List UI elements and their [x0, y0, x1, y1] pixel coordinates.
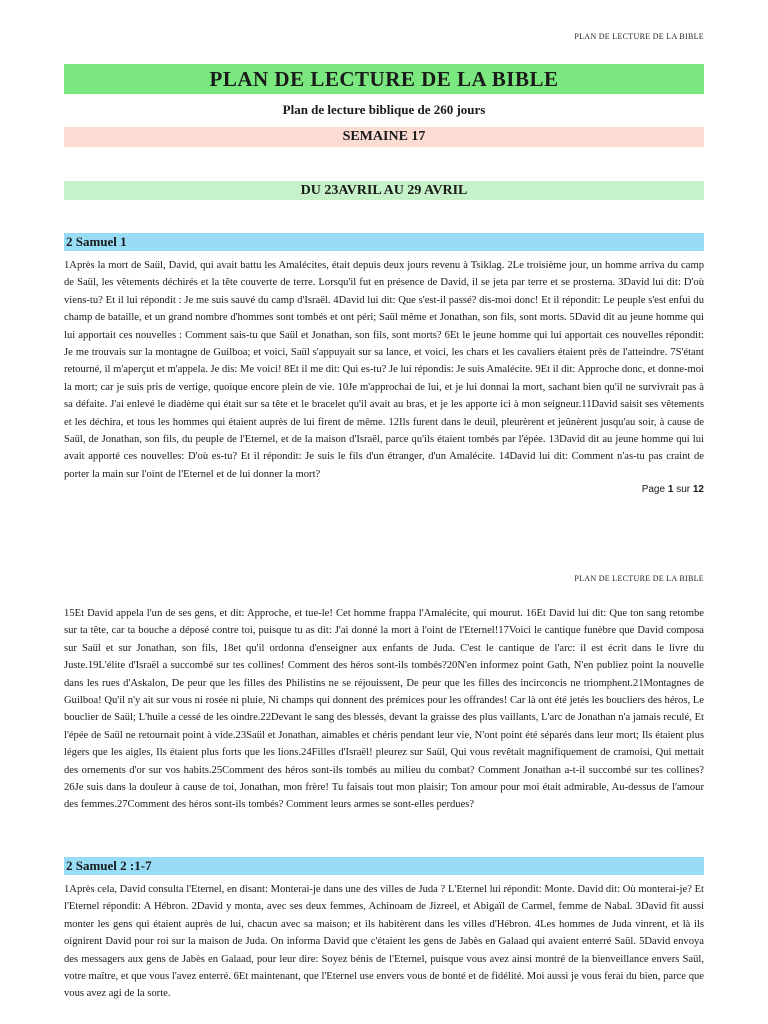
document-title: PLAN DE LECTURE DE LA BIBLE: [64, 64, 704, 94]
section-text-page1: 1Après la mort de Saül, David, qui avait battu les Amalécites, était depuis deux jours revenu à Tsiklag. 2Le troisième jour, un homme arriva du camp de Saül, les vêtements déchirés et la tête couverte de terre. Lorsqu'il fut en présence de David, il se jeta par terre et se prosterna. 3David lui dit: D'où viens-tu? Et il lui répondit : Je me suis sauvé du camp d'Israël. 4David lui dit: Que s'est-il passé? dis-moi donc! Et il répondit: Le peuple s'est enfui du champ de bataille, et un grand nombre d'hommes sont tombés et ont péri; Saül même et Jonathan, son fils, sont morts. 5David dit au jeune homme qui lui apportait ces nouvelles : Comment sais-tu que Saül et Jonathan, son fils, sont morts? 6Et le jeune homme qui lui apportait ces nouvelles répondit: Je me trouvais sur la montagne de Guilboa; et voici, Saül s'appuyait sur sa lance, et voici, les chars et les cavaliers étaient près de l'atteindre. 7S'étant retourné, il m'aperçut et m'appela. Je dis: Me voici! 8Et il me dit: Qui es-tu? Je lui répondis: Je suis Amalécite. 9Et il dit: Approche donc, et donne-moi la mort; car je suis pris de vertige, quoique encore plein de vie. 10Je m'approchai de lui, et je lui donnai la mort, sachant bien qu'il ne survivrait pas à sa défaite. J'ai enlevé le diadème qui était sur sa tête et le bracelet qu'il avait au bras, et je les apporte ici à mon seigneur.11David saisit ses vêtements et les déchira, et tous les hommes qui étaient auprès de lui firent de même. 12Ils furent dans le deuil, pleurèrent et jeûnèrent jusqu'au soir, à cause de Saül, de Jonathan, son fils, du peuple de l'Eternel, et de la maison d'Israël, parce qu'ils étaient tombés par l'épée. 13David dit au jeune homme qui lui avait apporté ces nouvelles: D'où es-tu? Et il répondit: Je suis le fils d'un étranger, d'un Amalécite. 14David lui dit: Comment n'as-tu pas craint de porter la main sur l'oint de l'Eternel et de lui donner la mort?: [64, 260, 704, 480]
week-banner: SEMAINE 17: [64, 127, 704, 147]
section-heading-2-samuel-2: 2 Samuel 2 :1-7: [64, 857, 704, 875]
section-heading-2-samuel-1: 2 Samuel 1: [64, 233, 704, 251]
document-subtitle: Plan de lecture biblique de 260 jours: [282, 102, 486, 117]
section-text-2-samuel-2: 1Après cela, David consulta l'Eternel, en disant: Monterai-je dans une des villes de Juda ? L'Eternel lui répondit: Monte. David dit: Où monterai-je? Et l'Eternel répondit: A Hébron. 2David y monta, avec ses deux femmes, Achinoam de Jizreel, et Abigaïl de Carmel, femme de Nabal. 3David fit aussi monter les gens qui étaient auprès de lui, chacun avec sa maison; et ils habitèrent dans les villes d'Hébron. 4Les hommes de Juda vinrent, et là ils oignirent David pour roi sur la maison de Juda. On informa David que c'étaient les gens de Jabès en Galaad qui avaient enterré Saül. 5David envoya des messagers aux gens de Jabès en Galaad, pour leur dire: Soyez bénis de l'Eternel, puisque vous avez ainsi montré de la bienveillance envers Saül, votre maître, et que vous l'avez enterré. 6Et maintenant, que l'Eternel use envers vous de bonté et de fidélité. Moi aussi je vous ferai du bien, parce que vous avez agi de la sorte.: [64, 884, 704, 1000]
page-number: [642, 484, 704, 495]
section-text-page2: 15Et David appela l'un de ses gens, et dit: Approche, et tue-le! Cet homme frappa l'Amalécite, qui mourut. 16Et David lui dit: Que ton sang retombe sur ta tête, car ta bouche a déposé contre toi, puisque tu as dit: J'ai donné la mort à l'oint de l'Eternel!17Voici le cantique funèbre que David composa sur Saül et sur Jonathan, son fils, 18et qu'il ordonna d'enseigner aux enfants de Juda. C'est le cantique de l'arc: il est écrit dans le livre du Juste.19L'élite d'Israël a succombé sur tes collines! Comment des héros sont-ils tombés?20N'en informez point Gath, N'en publiez point la nouvelle dans les rues d'Askalon, De peur que les filles des Philistins ne se réjouissent, De peur que les filles des incirconcis ne triomphent.21Montagnes de Guilboa! Qu'il n'y ait sur vous ni rosée ni pluie, Ni champs qui donnent des prémices pour les offrandes! Car là ont été jetés les boucliers des héros, Le bouclier de Saül; L'huile a cessé de les oindre.22Devant le sang des blessés, devant la graisse des plus vaillants, L'arc de Jonathan n'a jamais reculé, Et l'épée de Saül ne retournait point à vide.23Saül et Jonathan, aimables et chéris pendant leur vie, N'ont point été séparés dans leur mort; Ils étaient plus légers que les aigles, Ils étaient plus forts que les lions.24Filles d'Israël! pleurez sur Saül, Qui vous revêtait magnifiquement de cramoisi, Qui mettait des ornements d'or sur vos habits.25Comment des héros sont-ils tombés au milieu du combat? Comment Jonathan a-t-il succombé sur tes collines?26Je suis dans la douleur à cause de toi, Jonathan, mon frère! Tu faisais tout mon plaisir; Ton amour pour moi était admirable, Au-dessus de l'amour des femmes.27Comment des héros sont-ils tombés? Comment leurs armes se sont-elles perdues?: [64, 608, 704, 811]
sur-word: sur: [676, 484, 691, 495]
page-current: 1: [667, 484, 674, 495]
running-header-page2: PLAN DE LECTURE DE LA BIBLE: [574, 574, 704, 583]
date-range-banner: DU 23AVRIL AU 29 AVRIL: [64, 181, 704, 200]
running-header: PLAN DE LECTURE DE LA BIBLE: [574, 32, 704, 41]
page-total: 12: [692, 484, 704, 495]
page-word: Page: [641, 484, 666, 495]
